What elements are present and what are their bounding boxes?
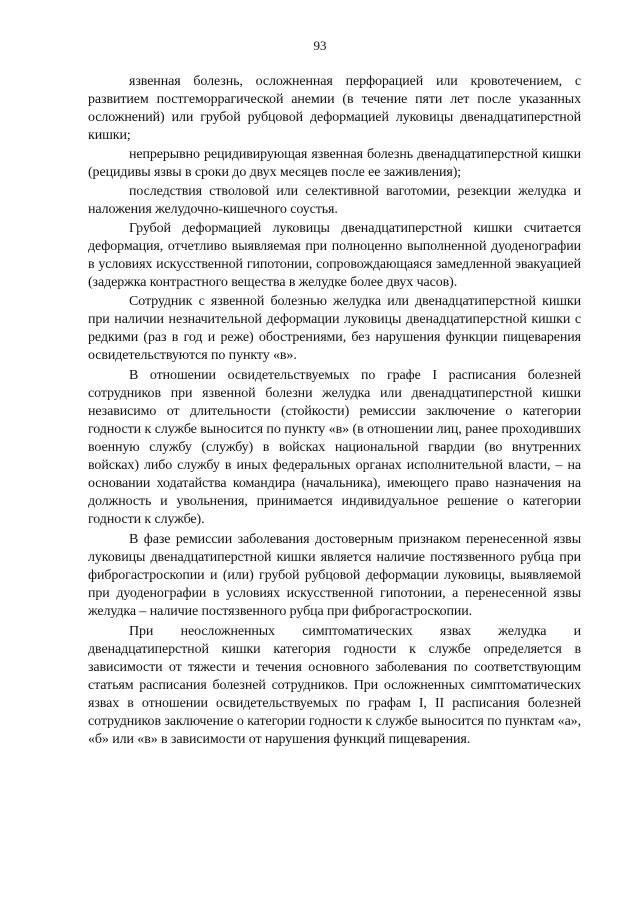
document-body [88, 73, 581, 750]
list-item-ulcer-complicated: язвенная болезнь, осложненная перфорацией или кровотечением, с развитием постгеморрагической анемии (в течение пяти лет после указанных осложнений) или грубой рубцовой деформацией луковицы двенадцатиперстной кишки; [88, 74, 581, 143]
paragraph-column-one-ulcer: В отношении освидетельствуемых по графе I расписания болезней сотрудников при язвенной болезни желудка или двенадцатиперстной кишки независимо от длительности (стойкости) ремиссии заключение о категории годности к службе выносится по пункту «в» (в отношении лиц, ранее проходивших военную службу (службу) в войсках национальной гвардии (во внутренних войсках) либо службу в иных федеральных органах исполнительной власти, – на основании ходатайства командира (начальника), имеющего право назначения на должность и увольнения, принимается индивидуальное решение о категории годности к службе). [88, 368, 581, 527]
paragraph-gross-deformation-definition: Грубой деформацией луковицы двенадцатиперстной кишки считается деформация, отчетливо выявляемая при полноценно выполненной дуоденографии в условиях искусственной гипотонии, сопровождающаяся замедленной эвакуацией (задержка контрастного вещества в желудке более двух часов). [88, 221, 581, 290]
list-item-ulcer-recurrent: непрерывно рецидивирующая язвенная болезнь двенадцатиперстной кишки (рецидивы язвы в сроки до двух месяцев после ее заживления); [88, 147, 581, 180]
page-number: 93 [313, 38, 327, 53]
paragraph-symptomatic-ulcers: При неосложненных симптоматических язвах желудка и двенадцатиперстной кишки категория годности к службе определяется в зависимости от тяжести и течения основного заболевания по соответствующим статьям расписания болезней сотрудников. При осложненных симптоматических язвах в отношении освидетельствуемых по графам I, II расписания болезней сотрудников заключение о категории годности к службе выносится по пунктам «а», «б» или «в» в зависимости от нарушения функций пищеварения. [88, 624, 581, 747]
paragraph-remission-sign: В фазе ремиссии заболевания достоверным признаком перенесенной язвы луковицы двенадцатиперстной кишки является наличие постязвенного рубца при фиброгастроскопии и (или) грубой рубцовой деформации луковицы, выявляемой при дуоденографии в условиях искусственной гипотонии, а перенесенной язвы желудка – наличие постязвенного рубца при фиброгастроскопии. [88, 532, 581, 619]
paragraph-minor-deformation: Сотрудник с язвенной болезнью желудка или двенадцатиперстной кишки при наличии незначительной деформации луковицы двенадцатиперстной кишки с редкими (раз в год и реже) обострениями, без нарушения функции пищеварения освидетельствуются по пункту «в». [88, 294, 581, 363]
list-item-vagotomy-consequences: последствия стволовой или селективной ваготомии, резекции желудка и наложения желудочно-кишечного соустья. [88, 184, 581, 217]
